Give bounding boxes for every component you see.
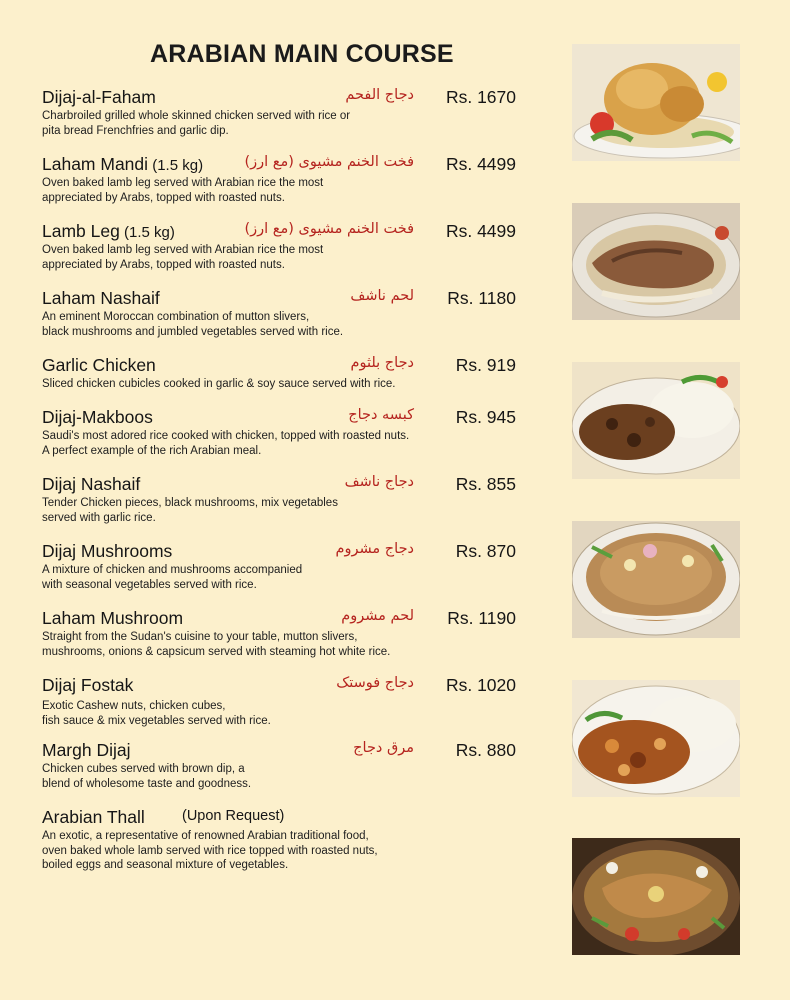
item-name: Arabian Thall (42, 807, 145, 827)
cashew-chicken-photo (572, 680, 740, 797)
item-description: An eminent Moroccan combination of mutton slivers, black mushrooms and jumbled vegetables served with rice. (42, 311, 344, 338)
item-name: Dijaj Fostak (42, 675, 134, 695)
item-arabic-name: فخت الخنم مشيوى (مع ارز) (244, 221, 414, 237)
page-title: ARABIAN MAIN COURSE (150, 40, 454, 68)
upon-request-note: (Upon Request) (182, 808, 285, 824)
item-description: Tender Chicken pieces, black mushrooms, mix vegetables served with garlic rice. (42, 497, 338, 524)
item-name: Margh Dijaj (42, 740, 131, 760)
item-price: Rs. 945 (455, 407, 516, 427)
item-price: Rs. 4499 (445, 221, 516, 241)
item-name: Garlic Chicken (42, 355, 156, 375)
item-name: Dijaj-al-Faham (42, 87, 156, 107)
item-price: Rs. 1670 (445, 87, 516, 107)
item-arabic-name: دجاج فوستک (336, 675, 414, 691)
item-description: Charbroiled grilled whole skinned chicken served with rice or pita bread Frenchfries and garlic dip. (42, 110, 351, 137)
item-arabic-name: دجاج مشروم (335, 541, 414, 557)
menu-item-dijaj-nashaif (42, 474, 522, 525)
menu-item-arabian-thall (42, 807, 522, 873)
item-price: Rs. 919 (455, 355, 516, 375)
item-price: Rs. 855 (455, 474, 516, 494)
item-name: Laham Nashaif (42, 288, 160, 308)
item-name: Dijaj Mushrooms (42, 541, 173, 561)
item-price: Rs. 1190 (447, 608, 516, 628)
menu-item-garlic-chicken (42, 355, 522, 392)
item-description: Chicken cubes served with brown dip, a blend of wholesome taste and goodness. (42, 763, 252, 790)
item-arabic-name: لحم ناشف (350, 288, 414, 304)
item-arabic-name: دجاج بلثوم (350, 355, 414, 371)
menu-item-dijaj-makboos (42, 407, 522, 458)
menu-item-laham-nashaif (42, 288, 522, 339)
whole-lamb-platter-photo (572, 838, 740, 955)
grilled-chicken-photo (572, 44, 740, 161)
item-price: Rs. 4499 (445, 154, 516, 174)
item-arabic-name: لحم مشروم (341, 608, 414, 624)
menu-item-dijaj-fostak (42, 675, 522, 728)
item-description: Saudi's most adored rice cooked with chicken, topped with roasted nuts. A perfect example of the rich Arabian meal. (42, 430, 410, 457)
item-name: Dijaj-Makboos (42, 407, 153, 427)
item-arabic-name: كبسه دجاج (348, 407, 414, 423)
item-arabic-name: دجاج ناشف (344, 474, 414, 490)
item-name: Dijaj Nashaif (42, 474, 141, 494)
item-arabic-name: دجاج الفحم (345, 87, 414, 103)
menu-item-dijaj-mushrooms (42, 541, 522, 592)
item-arabic-name: فخت الخنم مشيوى (مع ارز) (244, 154, 414, 170)
item-price: Rs. 1180 (447, 288, 516, 308)
item-description: A mixture of chicken and mushrooms accompanied with seasonal vegetables served with rice. (42, 564, 303, 591)
menu-item-margh-dijaj (42, 740, 522, 791)
lamb-leg-photo (572, 203, 740, 320)
chicken-rice-plate-photo (572, 362, 740, 479)
item-price: Rs. 880 (455, 740, 516, 760)
item-description: Sliced chicken cubicles cooked in garlic & soy sauce served with rice. (42, 378, 396, 390)
item-price: Rs. 870 (455, 541, 516, 561)
item-description: Exotic Cashew nuts, chicken cubes, fish sauce & mix vegetables served with rice. (42, 700, 271, 727)
item-description: Oven baked lamb leg served with Arabian rice the most appreciated by Arabs, topped with roasted nuts. (42, 244, 324, 271)
menu-item-dijaj-al-faham (42, 87, 522, 138)
rice-pilaf-photo (572, 521, 740, 638)
item-description: Oven baked lamb leg served with Arabian rice the most appreciated by Arabs, topped with roasted nuts. (42, 177, 324, 204)
menu-item-laham-mandi (42, 154, 522, 205)
menu-item-lamb-leg (42, 221, 522, 272)
item-arabic-name: مرق دجاج (353, 740, 414, 756)
item-description: An exotic, a representative of renowned Arabian traditional food, oven baked whole lamb served with rice topped with roasted nuts, boiled eggs and seasonal mixture of vegetables. (42, 830, 378, 871)
item-description: Straight from the Sudan's cuisine to your table, mutton slivers, mushrooms, onions & capsicum served with steaming hot white rice. (42, 631, 391, 658)
menu-item-laham-mushroom (42, 608, 522, 659)
item-name: Laham Mandi (1.5 kg) (42, 154, 204, 174)
item-name: Lamb Leg (1.5 kg) (42, 221, 175, 241)
item-price: Rs. 1020 (445, 675, 516, 695)
item-name: Laham Mushroom (42, 608, 184, 628)
